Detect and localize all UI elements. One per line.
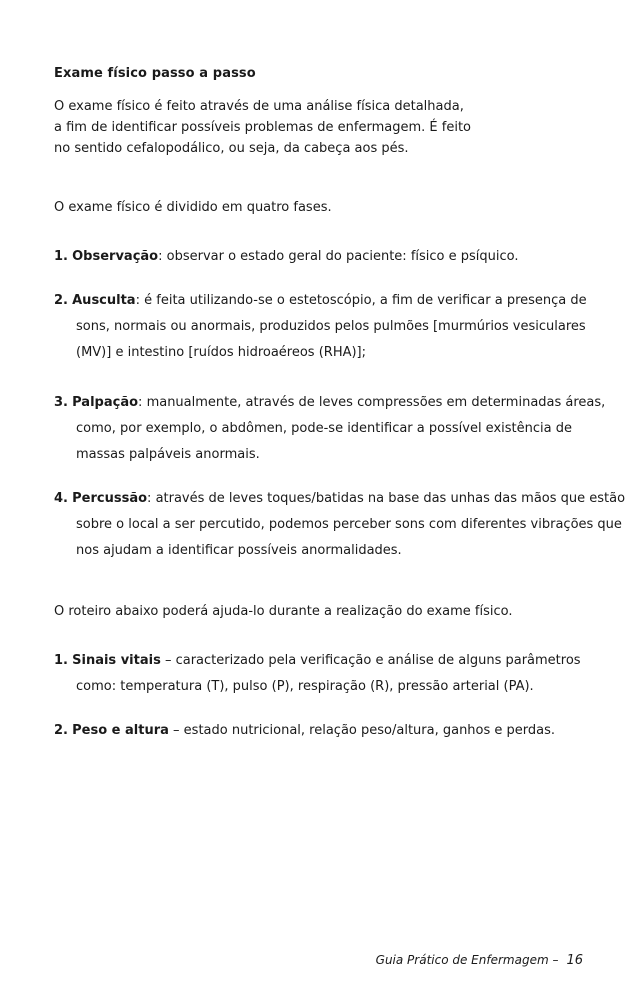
item-heading: Palpação — [72, 395, 139, 410]
item-number: 4. — [54, 491, 68, 506]
item-heading: Percussão — [72, 491, 148, 506]
item-number: 1. — [54, 249, 68, 264]
item-heading: Peso e altura — [72, 723, 169, 738]
phase-item — [54, 244, 594, 270]
intro-paragraph — [54, 96, 594, 159]
item-text: estado nutricional, relação peso/altura, ganhos e perdas. — [183, 723, 556, 738]
item-text: (MV)] e intestino [ruídos hidroaéreos (RHA)]; — [76, 345, 367, 360]
item-text: observar o estado geral do paciente: físico e psíquico. — [166, 249, 519, 264]
item-text: sobre o local a ser percutido, podemos perceber sons com diferentes vibrações que — [76, 517, 622, 532]
phase-item — [54, 288, 594, 366]
item-text: através de leves toques/batidas na base das unhas das mãos que estão — [155, 491, 626, 506]
footer-text: Guia Prático de Enfermagem – — [375, 953, 559, 967]
item-text: sons, normais ou anormais, produzidos pelos pulmões [murmúrios vesiculares — [76, 319, 586, 334]
roteiro-intro: O roteiro abaixo poderá ajuda-lo durante a realização do exame físico. — [54, 604, 513, 619]
item-separator: – — [164, 653, 172, 668]
item-text: massas palpáveis anormais. — [76, 447, 260, 462]
phase-item — [54, 390, 606, 468]
page-footer — [376, 953, 583, 968]
item-heading: Observação — [72, 249, 159, 264]
phase-item — [54, 486, 626, 564]
page-number: 16 — [566, 953, 583, 968]
item-text: manualmente, através de leves compressões em determinadas áreas, — [146, 395, 606, 410]
intro-line: no sentido cefalopodálico, ou seja, da cabeça aos pés. — [54, 141, 409, 156]
item-separator: : — [158, 249, 163, 264]
item-separator: : — [135, 293, 140, 308]
roteiro-item — [54, 648, 594, 700]
intro-line: O exame físico é feito através de uma análise física detalhada, — [54, 99, 464, 114]
item-text: como: temperatura (T), pulso (P), respiração (R), pressão arterial (PA). — [76, 679, 534, 694]
item-separator: : — [138, 395, 143, 410]
phases-intro: O exame físico é dividido em quatro fases. — [54, 200, 332, 215]
item-heading: Ausculta — [72, 293, 136, 308]
item-number: 3. — [54, 395, 68, 410]
item-separator: : — [147, 491, 152, 506]
section-title: Exame físico passo a passo — [54, 66, 256, 81]
item-number: 2. — [54, 723, 68, 738]
item-text: nos ajudam a identificar possíveis anormalidades. — [76, 543, 402, 558]
item-text: é feita utilizando-se o estetoscópio, a fim de verificar a presença de — [144, 293, 587, 308]
item-heading: Sinais vitais — [72, 653, 161, 668]
item-text: como, por exemplo, o abdômen, pode-se identificar a possível existência de — [76, 421, 572, 436]
roteiro-item — [54, 718, 594, 744]
item-text: caracterizado pela verificação e análise de alguns parâmetros — [175, 653, 581, 668]
item-number: 1. — [54, 653, 68, 668]
intro-line: a fim de identificar possíveis problemas de enfermagem. É feito — [54, 120, 471, 135]
item-number: 2. — [54, 293, 68, 308]
item-separator: – — [173, 723, 180, 738]
